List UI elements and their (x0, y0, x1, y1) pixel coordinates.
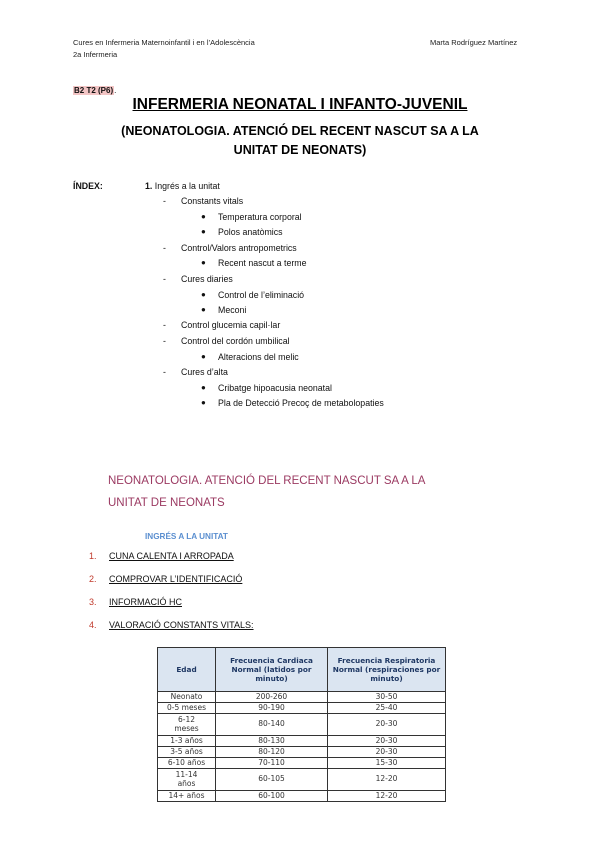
table-cell: 15-30 (328, 758, 446, 769)
step-item: 3. INFORMACIÓ HC (89, 597, 182, 607)
table-cell: 11-14 años (158, 769, 216, 791)
index-bullet-item: ● Polos anatòmics (201, 227, 283, 237)
document-tag-suffix: . (114, 86, 117, 95)
table-header-resp-rate: Frecuencia Respiratoria Normal (respiraciones por minuto) (328, 648, 446, 692)
table-row (158, 791, 446, 802)
step-item: 2. COMPROVAR L’IDENTIFICACIÓ (89, 574, 243, 584)
table-cell: 20-30 (328, 747, 446, 758)
table-cell: 6-10 años (158, 758, 216, 769)
table-row (158, 747, 446, 758)
table-cell: 0-5 meses (158, 703, 216, 714)
table-row (158, 703, 446, 714)
section-title-line-1: NEONATOLOGIA. ATENCIÓ DEL RECENT NASCUT SA A LA (108, 475, 426, 487)
section-title-line-2: UNITAT DE NEONATS (108, 497, 225, 509)
index-subitem: - Control del cordón umbilical (181, 336, 290, 346)
index-bullet-item: ● Meconi (201, 305, 247, 315)
index-item-1-text: Ingrés a la unitat (154, 181, 220, 191)
index-subitem: - Cures d’alta (181, 367, 228, 377)
table-cell: 30-50 (328, 692, 446, 703)
table-header-heart-rate: Frecuencia Cardiaca Normal (latidos por minuto) (216, 648, 328, 692)
document-tag-label: B2 T2 (P6) (74, 86, 114, 95)
index-item-1-number: 1. (145, 181, 153, 191)
table-cell: 12-20 (328, 791, 446, 802)
table-cell: Neonato (158, 692, 216, 703)
index-subitem: - Control/Valors antropometrics (181, 243, 297, 253)
index-subitem: - Cures diaries (181, 274, 233, 284)
table-row (158, 769, 446, 791)
table-cell: 60-100 (216, 791, 328, 802)
table-cell: 20-30 (328, 736, 446, 747)
index-bullet-item: ● Alteracions del melic (201, 352, 299, 362)
header-author: Marta Rodríguez Martínez (430, 38, 518, 47)
table-row (158, 736, 446, 747)
index-bullet-item: ● Cribatge hipoacusia neonatal (201, 383, 332, 393)
index-bullet-item: ● Temperatura corporal (201, 212, 302, 222)
table-cell: 14+ años (158, 791, 216, 802)
table-cell: 80-120 (216, 747, 328, 758)
table-row (158, 714, 446, 736)
index-bullet-item: ● Recent nascut a terme (201, 258, 307, 268)
index-item-1 (145, 181, 220, 191)
vital-signs-table (157, 647, 446, 802)
table-header-age: Edad (158, 648, 216, 692)
table-cell: 20-30 (328, 714, 446, 736)
table-cell: 60-105 (216, 769, 328, 791)
table-cell: 70-110 (216, 758, 328, 769)
index-label: ÍNDEX: (73, 181, 103, 191)
table-cell: 6-12 meses (158, 714, 216, 736)
table-cell: 3-5 años (158, 747, 216, 758)
header-course: Cures en Infermeria Maternoinfantil i en l’Adolescència (73, 38, 255, 47)
table-row (158, 758, 446, 769)
step-item: 1. CUNA CALENTA I ARROPADA (89, 551, 234, 561)
table-cell: 200-260 (216, 692, 328, 703)
table-cell: 1-3 años (158, 736, 216, 747)
main-title: INFERMERIA NEONATAL I INFANTO-JUVENIL (132, 96, 468, 113)
subtitle-line-1: (NEONATOLOGIA. ATENCIÓ DEL RECENT NASCUT SA A LA (121, 124, 479, 138)
table-header-row (158, 648, 446, 692)
index-subitem: - Constants vitals (181, 196, 243, 206)
table-cell: 80-140 (216, 714, 328, 736)
index-bullet-item: ● Control de l’eliminació (201, 290, 305, 300)
table-cell: 90-190 (216, 703, 328, 714)
table-cell: 80-130 (216, 736, 328, 747)
header-year: 2a Infermeria (73, 50, 118, 59)
index-bullet-item: ● Pla de Detecció Precoç de metabolopaties (201, 398, 384, 408)
table-cell: 12-20 (328, 769, 446, 791)
table-cell: 25-40 (328, 703, 446, 714)
subtitle-line-2: UNITAT DE NEONATS) (233, 143, 367, 157)
index-subitem: - Control glucemia capil·lar (181, 320, 280, 330)
step-item: 4. VALORACIÓ CONSTANTS VITALS: (89, 620, 254, 630)
section-subheading: INGRÉS A LA UNITAT (145, 532, 228, 541)
table-row (158, 692, 446, 703)
